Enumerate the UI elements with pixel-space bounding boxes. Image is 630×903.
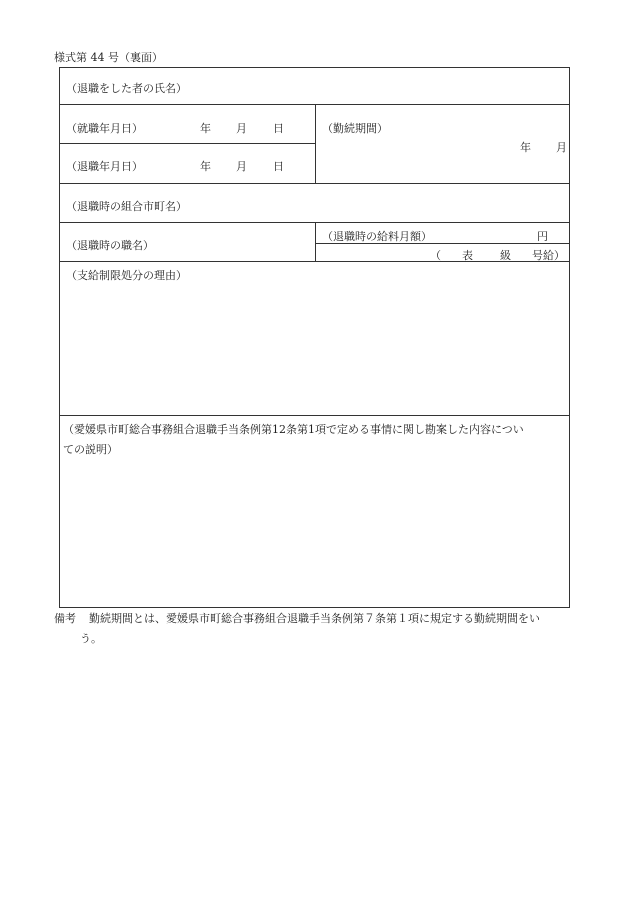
divider-row-2 (59, 143, 315, 144)
position-column-divider (315, 222, 316, 261)
divider-row-5 (59, 261, 570, 262)
union-city-label: （退職時の組合市町名） (66, 200, 187, 213)
employment-month-unit: 月 (236, 122, 247, 135)
remarks-line-1: 勤続期間とは、愛媛県市町総合事務組合退職手当条例第７条第１項に規定する勤続期間をい (89, 612, 540, 625)
salary-open-paren: （ (430, 249, 441, 262)
employment-year-unit: 年 (200, 122, 211, 135)
salary-step-unit: 号給） (532, 249, 565, 262)
divider-row-6 (59, 415, 570, 416)
form-number-title: 様式第 44 号（裏面） (54, 51, 163, 64)
service-month-unit: 月 (556, 141, 567, 154)
remarks-line-2: う。 (80, 632, 102, 645)
retirement-date-label: （退職年月日） (66, 160, 143, 173)
position-label: （退職時の職名） (66, 239, 154, 252)
explanation-label-line-2: ての説明） (63, 443, 118, 456)
retiree-name-label: （退職をした者の氏名） (66, 82, 187, 95)
employment-day-unit: 日 (273, 122, 284, 135)
remarks-label: 備考 (54, 612, 76, 625)
retirement-day-unit: 日 (273, 160, 284, 173)
retirement-month-unit: 月 (236, 160, 247, 173)
salary-grade-unit: 級 (500, 249, 511, 262)
salary-label: （退職時の給料月額） (322, 230, 432, 243)
service-year-unit: 年 (520, 141, 531, 154)
date-column-divider (315, 104, 316, 183)
retirement-year-unit: 年 (200, 160, 211, 173)
explanation-label-line-1: （愛媛県市町総合事務組合退職手当条例第12条第1項で定める事情に関し勘案した内容につい (63, 423, 524, 436)
salary-yen-unit: 円 (537, 230, 548, 243)
service-period-label: （勤続期間） (322, 122, 388, 135)
salary-table-unit: 表 (462, 249, 473, 262)
divider-row-3 (59, 183, 570, 184)
employment-date-label: （就職年月日） (66, 122, 143, 135)
restriction-reason-label: （支給制限処分の理由） (66, 269, 187, 282)
